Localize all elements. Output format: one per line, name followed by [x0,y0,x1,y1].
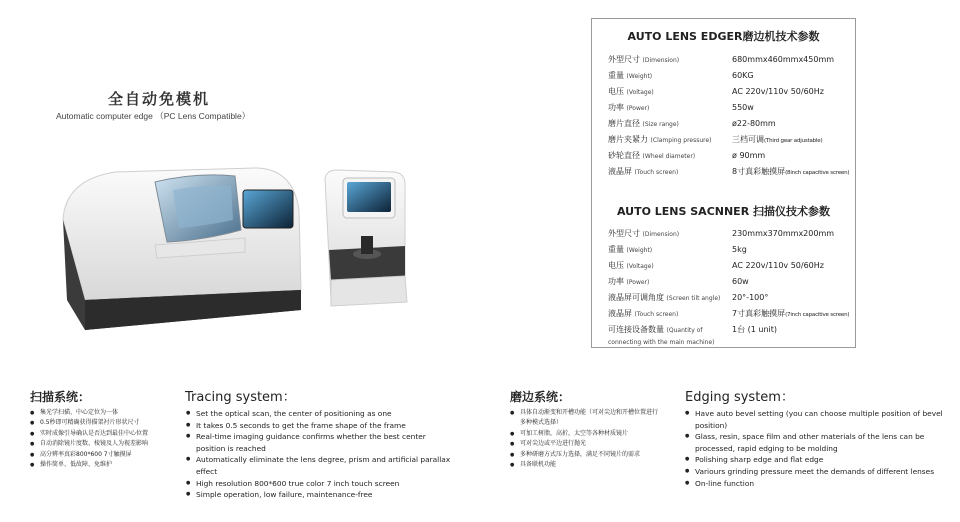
lens-edger-and-scanner-illustration [55,150,415,340]
edge-system-title-cn: 磨边系统： [510,390,571,404]
list-item: ● High resolution 800*600 true color 7 inch touch screen [186,478,451,490]
scan-system-title-cn: 扫描系统： [30,390,91,404]
list-item: ● 可对尖边或平边进行抛光 [510,439,660,449]
list-item: ● Set the optical scan, the center of positioning as one [186,408,451,420]
list-item: ● Variours grinding pressure meet the demands of different lenses [685,466,947,478]
scanner-spec-heading: AUTO LENS SACNNER 扫描仪技术参数 [616,205,830,218]
list-item: ● Have auto bevel setting (you can choose multiple position of bevel position) [685,408,947,431]
edger-spec-heading: AUTO LENS EDGER磨边机技术参数 [627,30,820,43]
list-item: ● It takes 0.5 seconds to get the frame shape of the frame [186,420,451,432]
list-item: ● 自动消除镜片度数、棱镜及人为视差影响 [30,439,180,449]
product-title-cn: 全自动免模机 [108,90,211,108]
list-item: ● Real-time imaging guidance confirms whether the best center position is reached [186,431,451,454]
list-item: ● 具备联机功能 [510,460,660,470]
list-item: ● Polishing sharp edge and flat edge [685,454,947,466]
list-item: ● 操作简单、低故障、免维护 [30,460,180,470]
list-item: ● 集光学扫描、中心定位为一体 [30,408,180,418]
list-item: ● 具体自动渐变和开槽功能（可对尖边和开槽位置进行多种模式选择） [510,408,660,429]
list-item: ● 高分辨率真彩800*600 7寸触摸屏 [30,450,180,460]
scan-system-list-cn [30,408,180,470]
edger-machine [63,168,301,330]
list-item: ● Glass, resin, space film and other materials of the lens can be processed, rapid edging to be molding [685,431,947,454]
edge-system-list-cn [510,408,660,470]
list-item: ● 0.5秒即可精确获得描架衬片形状尺寸 [30,418,180,428]
list-item: ● Automatically eliminate the lens degree, prism and artificial parallax effect [186,454,451,477]
list-item: ● Simple operation, low failure, maintenance-free [186,489,451,501]
edging-system-title: Edging system： [685,390,794,405]
list-item: ● 实时成像引导确认是否达到最佳中心位置 [30,429,180,439]
tracing-system-title: Tracing system： [185,390,296,405]
spec-panel: AUTO LENS EDGER磨边机技术参数 外型尺寸 (Dimension) 680mmx460mmx450mm 重量 (Weight) 60KG 电压 (Voltage) AC 220v/110v 50/60Hz 功率 (Power) 550w 磨片直径 (Size range) ø22-80mm 磨片夹紧力 (Clamping pressure) 三档可调(Third gear adjustable) 砂轮直径 (Wheel diameter) ø 90mm 液晶屏 (Touch screen) 8寸真彩触摸屏(8inch capacitive screen) AUTO LENS SACNNER 扫描仪技术参数 外型尺寸 (Dimension) 230mmx370mmx200mm 重量 (Weight) 5kg 电压 (Voltage) AC 220v/110v 50/60Hz 功率 (Power) 60w 液晶屏可调角度 (Screen tilt angle) 20°-100° 液晶屏 (Touch screen) 7寸真彩触摸屏(7inch capacitive screen) 可连接设备数量 (Quantity of connecting with the main machine) 1台 (1 unit) [591,18,856,348]
list-item: ● 多种研磨方式压力选择，满足不同镜片的需求 [510,450,660,460]
scanner-machine [325,170,407,306]
list-item: ● On-line function [685,478,947,490]
product-title-en: Automatic computer edge （PC Lens Compatible） [56,111,251,121]
tracing-system-list [186,408,451,501]
edging-system-list [685,408,947,489]
list-item: ● 可加工树脂，高折，太空等各种材质镜片 [510,429,660,439]
